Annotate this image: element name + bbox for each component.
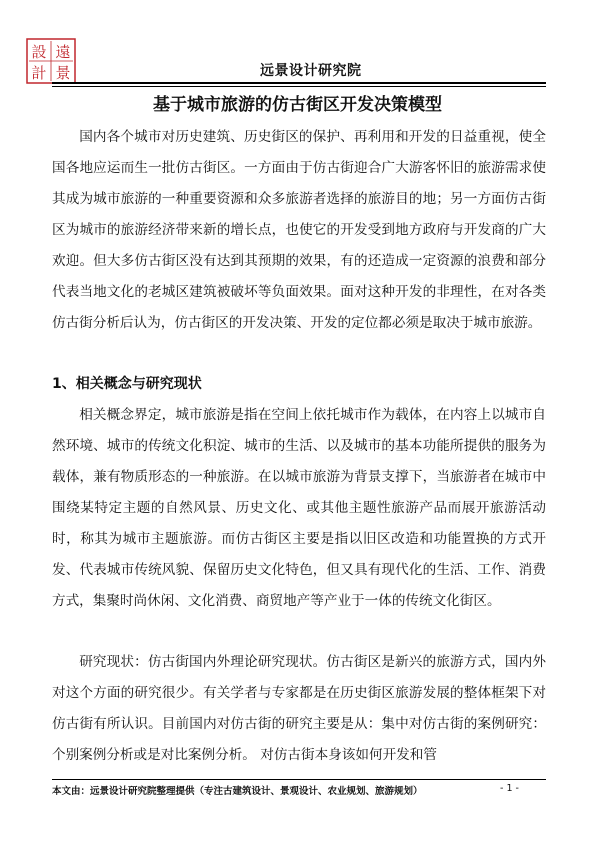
research-status-paragraph: 研究现状：仿古街国内外理论研究现状。仿古街区是新兴的旅游方式，国内外对这个方面的研究很少。有关学者与专家都是在历史街区旅游发展的整体框架下对仿古街有所认识。目前国内对仿古街的研究主要是从：集中对仿古街的案例研究：个别案例分析或是对比案例分析。 对仿古街本身该如何开发和管 (52, 654, 546, 763)
organization-name: 远景设计研究院 (260, 63, 362, 79)
document-title: 基于城市旅游的仿古街区开发决策模型 (153, 95, 442, 115)
logo-char-3: 計 (31, 64, 47, 82)
footer-source-text: 本文由：远景设计研究院整理提供（专注古建筑设计、景观设计、农业规划、旅游规划） (52, 786, 423, 797)
logo-char-1: 設 (31, 43, 47, 61)
header-divider (52, 82, 546, 84)
section-heading: 1、相关概念与研究现状 (52, 376, 202, 392)
footer-divider (52, 779, 546, 780)
yuanjing-seal-logo-icon (26, 38, 76, 84)
logo-char-2: 遠 (55, 43, 71, 61)
header-divider-thin (52, 86, 546, 87)
intro-paragraph: 国内各个城市对历史建筑、历史街区的保护、再利用和开发的日益重视，使全国各地应运而生一批仿古街区。一方面由于仿古街迎合广大游客怀旧的旅游需求使其成为城市旅游的一种重要资源和众多旅游者选择的旅游目的地；另一方面仿古街区为城市的旅游经济带来新的增长点，也使它的开发受到地方政府与开发商的广大欢迎。但大多仿古街区没有达到其预期的效果，有的还造成一定资源的浪费和部分代表当地文化的老城区建筑被破坏等负面效果。面对这种开发的非理性，在对各类仿古街分析后认为，仿古街区的开发决策、开发的定位都必须是取决于城市旅游。 (52, 129, 546, 331)
concept-paragraph: 相关概念界定，城市旅游是指在空间上依托城市作为载体，在内容上以城市自然环境、城市的传统文化积淀、城市的生活、以及城市的基本功能所提供的服务为载体，兼有物质形态的一种旅游。在以城市旅游为背景支撑下，当旅游者在城市中围绕某特定主题的自然风景、历史文化、或其他主题性旅游产品而展开旅游活动时，称其为城市主题旅游。而仿古街区主要是指以旧区改造和功能置换的方式开发、代表城市传统风貌、保留历史文化特色，但又具有现代化的生活、工作、消费方式，集聚时尚休闲、文化消费、商贸地产等产业于一体的传统文化街区。 (52, 407, 546, 609)
page-number: - 1 - (500, 783, 519, 794)
logo-char-4: 景 (55, 64, 71, 82)
